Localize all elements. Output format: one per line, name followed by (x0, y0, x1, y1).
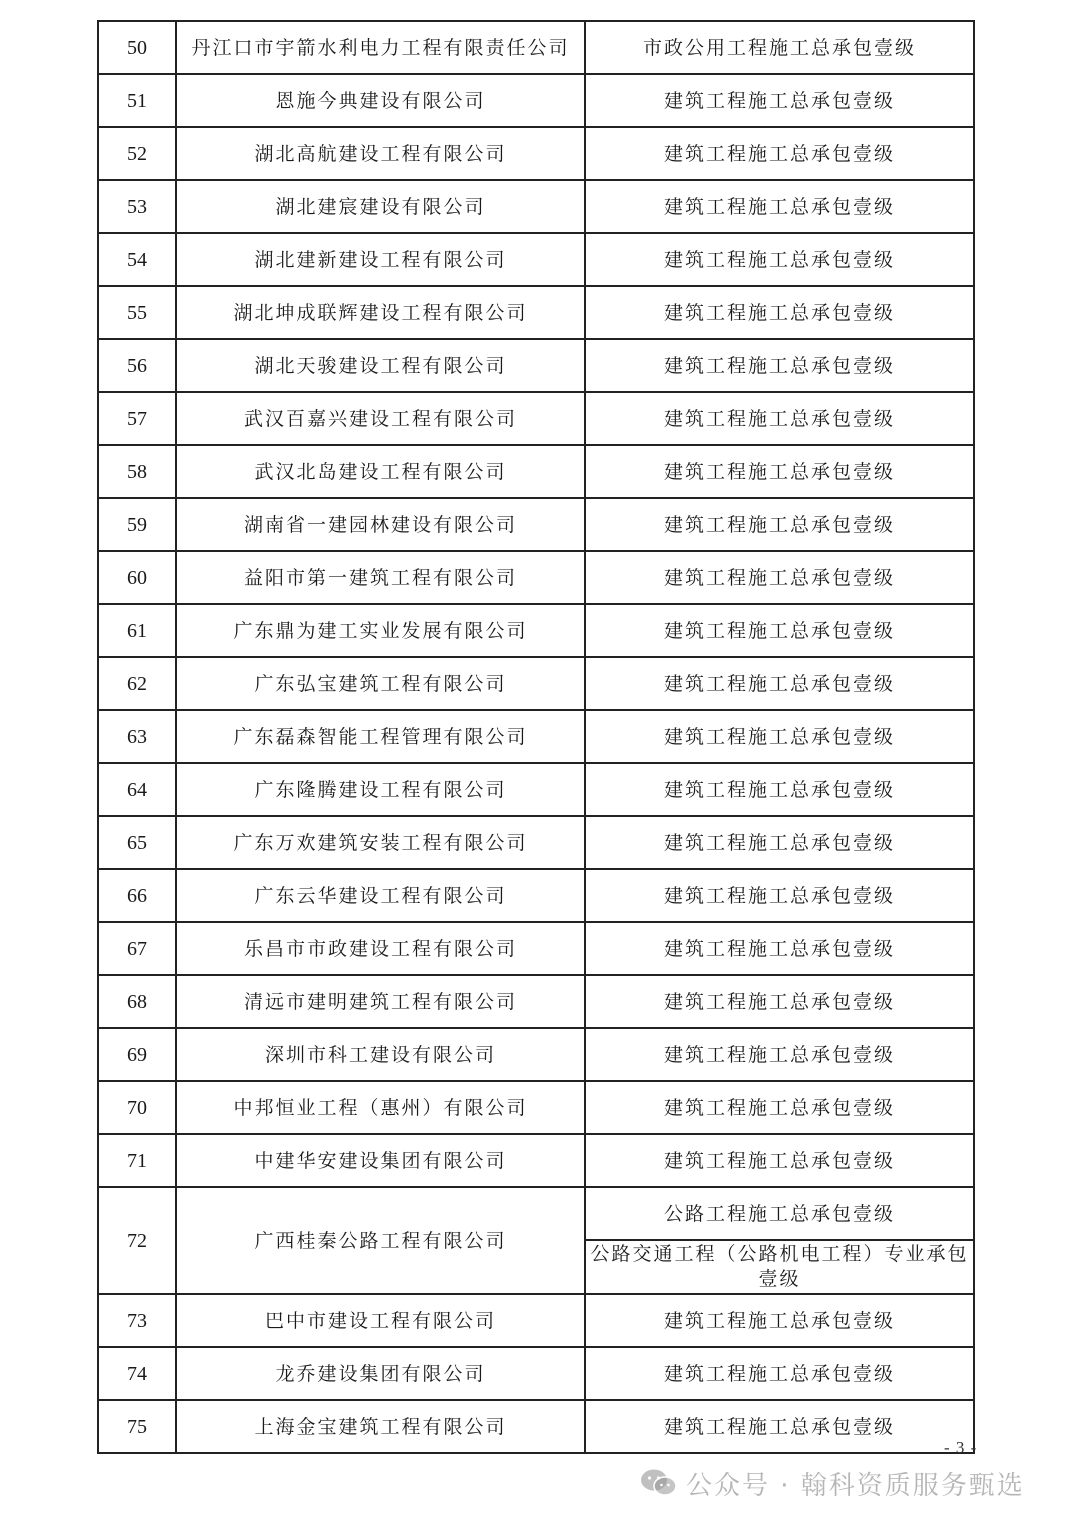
qualification: 建筑工程施工总承包壹级 (585, 922, 974, 975)
table-row (98, 445, 974, 498)
company-name: 恩施今典建设有限公司 (176, 74, 585, 127)
qualification: 建筑工程施工总承包壹级 (585, 1294, 974, 1347)
table-row (98, 498, 974, 551)
table-row (98, 21, 974, 74)
company-name: 广西桂秦公路工程有限公司 (176, 1187, 585, 1294)
watermark (640, 1463, 1025, 1503)
qualification: 建筑工程施工总承包壹级 (585, 498, 974, 551)
company-name: 广东云华建设工程有限公司 (176, 869, 585, 922)
row-number: 66 (98, 869, 176, 922)
company-name: 湖北高航建设工程有限公司 (176, 127, 585, 180)
qualification: 建筑工程施工总承包壹级 (585, 233, 974, 286)
table-row (98, 392, 974, 445)
table-row (98, 604, 974, 657)
row-number: 71 (98, 1134, 176, 1187)
wechat-icon (640, 1468, 678, 1498)
table-row (98, 74, 974, 127)
table-row (98, 180, 974, 233)
row-number: 57 (98, 392, 176, 445)
table-row (98, 657, 974, 710)
row-number: 63 (98, 710, 176, 763)
watermark-text: 公众号 · 翰科资质服务甄选 (686, 1470, 1025, 1501)
row-number: 72 (98, 1187, 176, 1294)
company-name: 丹江口市宇箭水利电力工程有限责任公司 (176, 21, 585, 74)
qualification: 建筑工程施工总承包壹级 (585, 763, 974, 816)
qualification: 建筑工程施工总承包壹级 (585, 551, 974, 604)
row-number: 58 (98, 445, 176, 498)
table-row (98, 975, 974, 1028)
table-row (98, 286, 974, 339)
company-name: 深圳市科工建设有限公司 (176, 1028, 585, 1081)
company-name: 广东弘宝建筑工程有限公司 (176, 657, 585, 710)
row-number: 69 (98, 1028, 176, 1081)
table-row (98, 127, 974, 180)
table-row (98, 816, 974, 869)
table-row (98, 1294, 974, 1347)
table-row (98, 922, 974, 975)
qualification: 建筑工程施工总承包壹级 (585, 339, 974, 392)
row-number: 70 (98, 1081, 176, 1134)
row-number: 75 (98, 1400, 176, 1453)
company-name: 广东隆腾建设工程有限公司 (176, 763, 585, 816)
table-row (98, 1400, 974, 1453)
company-name: 中邦恒业工程（惠州）有限公司 (176, 1081, 585, 1134)
table-row (98, 710, 974, 763)
company-name: 乐昌市市政建设工程有限公司 (176, 922, 585, 975)
table-row (98, 1347, 974, 1400)
row-number: 68 (98, 975, 176, 1028)
qualification: 市政公用工程施工总承包壹级 (585, 21, 974, 74)
qualification: 建筑工程施工总承包壹级 (585, 1134, 974, 1187)
qualification: 建筑工程施工总承包壹级 (585, 127, 974, 180)
table-row (98, 1134, 974, 1187)
company-name: 上海金宝建筑工程有限公司 (176, 1400, 585, 1453)
row-number: 55 (98, 286, 176, 339)
qualification: 建筑工程施工总承包壹级 (585, 1028, 974, 1081)
table-row (98, 1028, 974, 1081)
table-row (98, 763, 974, 816)
company-name: 巴中市建设工程有限公司 (176, 1294, 585, 1347)
row-number: 51 (98, 74, 176, 127)
row-number: 67 (98, 922, 176, 975)
qualification: 公路交通工程（公路机电工程）专业承包壹级 (585, 1240, 974, 1294)
qualification: 建筑工程施工总承包壹级 (585, 869, 974, 922)
qualification: 建筑工程施工总承包壹级 (585, 1400, 974, 1453)
table-row (98, 1081, 974, 1134)
company-name: 益阳市第一建筑工程有限公司 (176, 551, 585, 604)
row-number: 61 (98, 604, 176, 657)
qualification: 建筑工程施工总承包壹级 (585, 74, 974, 127)
table-row (98, 339, 974, 392)
company-name: 湖北天骏建设工程有限公司 (176, 339, 585, 392)
row-number: 59 (98, 498, 176, 551)
company-name: 湖南省一建园林建设有限公司 (176, 498, 585, 551)
qualification: 建筑工程施工总承包壹级 (585, 975, 974, 1028)
table-row (98, 1187, 974, 1240)
qualification: 建筑工程施工总承包壹级 (585, 604, 974, 657)
row-number: 52 (98, 127, 176, 180)
qualification: 建筑工程施工总承包壹级 (585, 710, 974, 763)
row-number: 65 (98, 816, 176, 869)
company-name: 广东万欢建筑安装工程有限公司 (176, 816, 585, 869)
company-name: 清远市建明建筑工程有限公司 (176, 975, 585, 1028)
row-number: 74 (98, 1347, 176, 1400)
qualification: 建筑工程施工总承包壹级 (585, 1081, 974, 1134)
row-number: 64 (98, 763, 176, 816)
row-number: 54 (98, 233, 176, 286)
qualification-table (97, 20, 975, 1454)
row-number: 53 (98, 180, 176, 233)
company-name: 湖北坤成联辉建设工程有限公司 (176, 286, 585, 339)
table-row (98, 869, 974, 922)
table-row (98, 551, 974, 604)
row-number: 50 (98, 21, 176, 74)
company-name: 湖北建新建设工程有限公司 (176, 233, 585, 286)
qualification: 公路工程施工总承包壹级 (585, 1187, 974, 1240)
table-row (98, 233, 974, 286)
company-name: 广东磊森智能工程管理有限公司 (176, 710, 585, 763)
table-body (98, 21, 974, 1453)
row-number: 62 (98, 657, 176, 710)
row-number: 60 (98, 551, 176, 604)
row-number: 73 (98, 1294, 176, 1347)
company-name: 中建华安建设集团有限公司 (176, 1134, 585, 1187)
qualification: 建筑工程施工总承包壹级 (585, 286, 974, 339)
company-name: 湖北建宸建设有限公司 (176, 180, 585, 233)
qualification: 建筑工程施工总承包壹级 (585, 392, 974, 445)
qualification: 建筑工程施工总承包壹级 (585, 180, 974, 233)
company-name: 武汉北岛建设工程有限公司 (176, 445, 585, 498)
page-number: - 3 - (944, 1438, 978, 1457)
qualification-table-container (97, 20, 973, 1454)
qualification: 建筑工程施工总承包壹级 (585, 816, 974, 869)
company-name: 武汉百嘉兴建设工程有限公司 (176, 392, 585, 445)
row-number: 56 (98, 339, 176, 392)
qualification: 建筑工程施工总承包壹级 (585, 445, 974, 498)
company-name: 广东鼎为建工实业发展有限公司 (176, 604, 585, 657)
company-name: 龙乔建设集团有限公司 (176, 1347, 585, 1400)
qualification: 建筑工程施工总承包壹级 (585, 657, 974, 710)
qualification: 建筑工程施工总承包壹级 (585, 1347, 974, 1400)
